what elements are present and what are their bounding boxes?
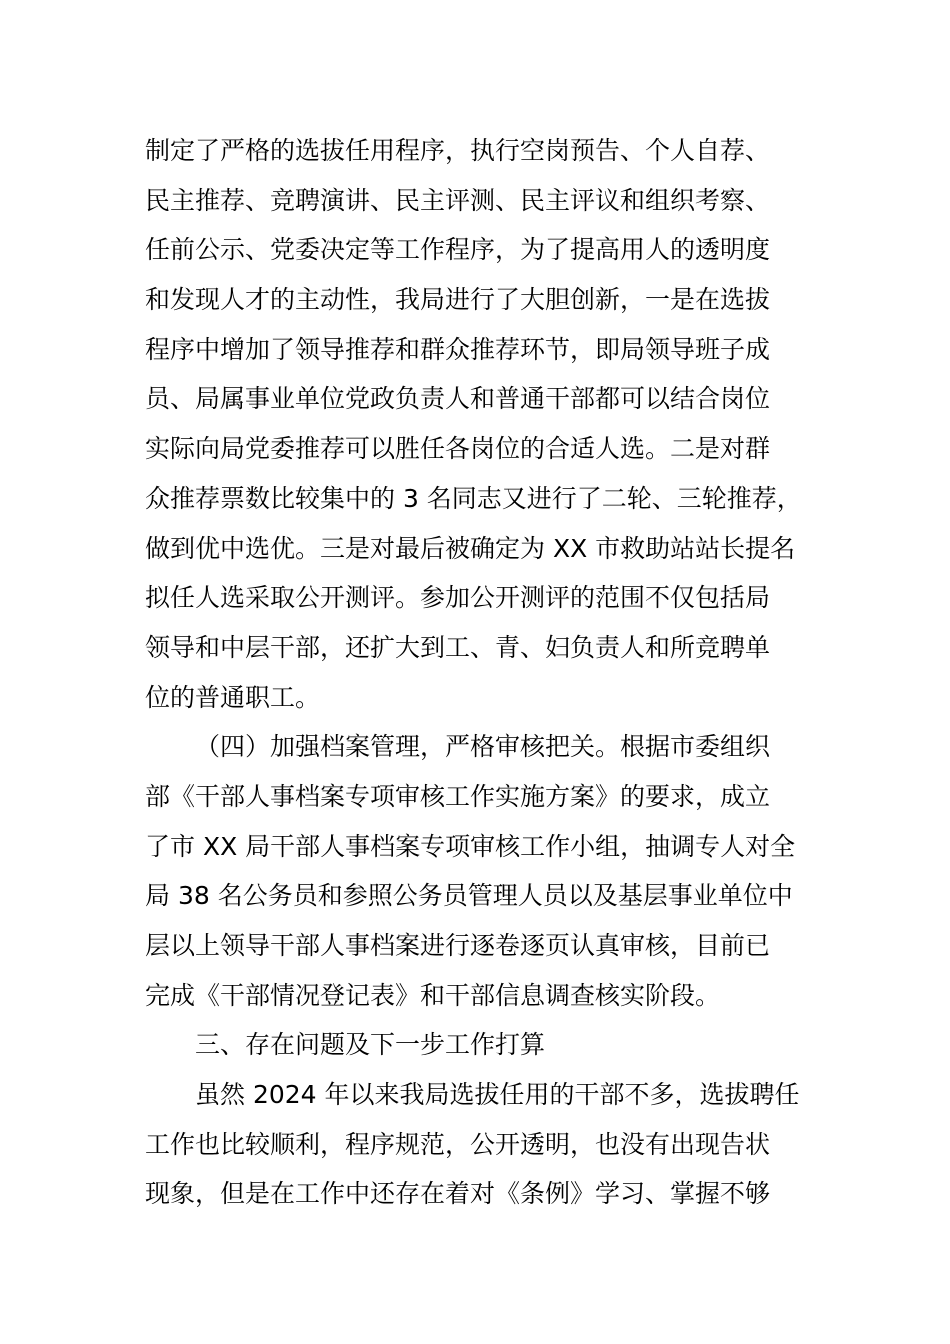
text-line: 员、局属事业单位党政负责人和普通干部都可以结合岗位 <box>145 384 771 414</box>
text-line: 和发现人才的主动性，我局进行了大胆创新，一是在选拔 <box>145 285 771 315</box>
text-line: 层以上领导干部人事档案进行逐卷逐页认真审核，目前已 <box>145 931 771 960</box>
text-line: 现象，但是在工作中还存在着对《条例》学习、掌握不够 <box>145 1179 771 1209</box>
body-text <box>145 126 810 1219</box>
section-heading-archives: （四）加强档案管理，严格审核把关。根据市委组织 <box>195 732 771 762</box>
text-line: 程序中增加了领导推荐和群众推荐环节，即局领导班子成 <box>145 334 771 364</box>
text-line: 任前公示、党委决定等工作程序，为了提高用人的透明度 <box>145 235 771 265</box>
text-line: 部《干部人事档案专项审核工作实施方案》的要求，成立 <box>145 781 771 811</box>
text-line: 完成《干部情况登记表》和干部信息调查核实阶段。 <box>145 980 721 1010</box>
text-line: 工作也比较顺利，程序规范，公开透明，也没有出现告状 <box>145 1129 771 1159</box>
text-line: 制定了严格的选拔任用程序，执行空岗预告、个人自荐、 <box>145 136 771 165</box>
paragraph-start-line: 虽然 2024 年以来我局选拔任用的干部不多，选拔聘任 <box>195 1080 800 1110</box>
section-heading-problems: 三、存在问题及下一步工作打算 <box>195 1030 546 1060</box>
text-line: 局 38 名公务员和参照公务员管理人员以及基层事业单位中 <box>145 881 793 911</box>
text-line: 做到优中选优。三是对最后被确定为 XX 市救助站站长提名 <box>145 533 796 563</box>
text-line: 拟任人选采取公开测评。参加公开测评的范围不仅包括局 <box>145 583 771 613</box>
text-line: 实际向局党委推荐可以胜任各岗位的合适人选。二是对群 <box>145 434 771 464</box>
text-line: 民主推荐、竞聘演讲、民主评测、民主评议和组织考察、 <box>145 185 771 215</box>
text-line: 了市 XX 局干部人事档案专项审核工作小组，抽调专人对全 <box>145 831 796 861</box>
text-line: 领导和中层干部，还扩大到工、青、妇负责人和所竞聘单 <box>145 632 771 662</box>
text-line: 众推荐票数比较集中的 3 名同志又进行了二轮、三轮推荐， <box>145 483 802 513</box>
text-line: 位的普通职工。 <box>145 682 321 712</box>
